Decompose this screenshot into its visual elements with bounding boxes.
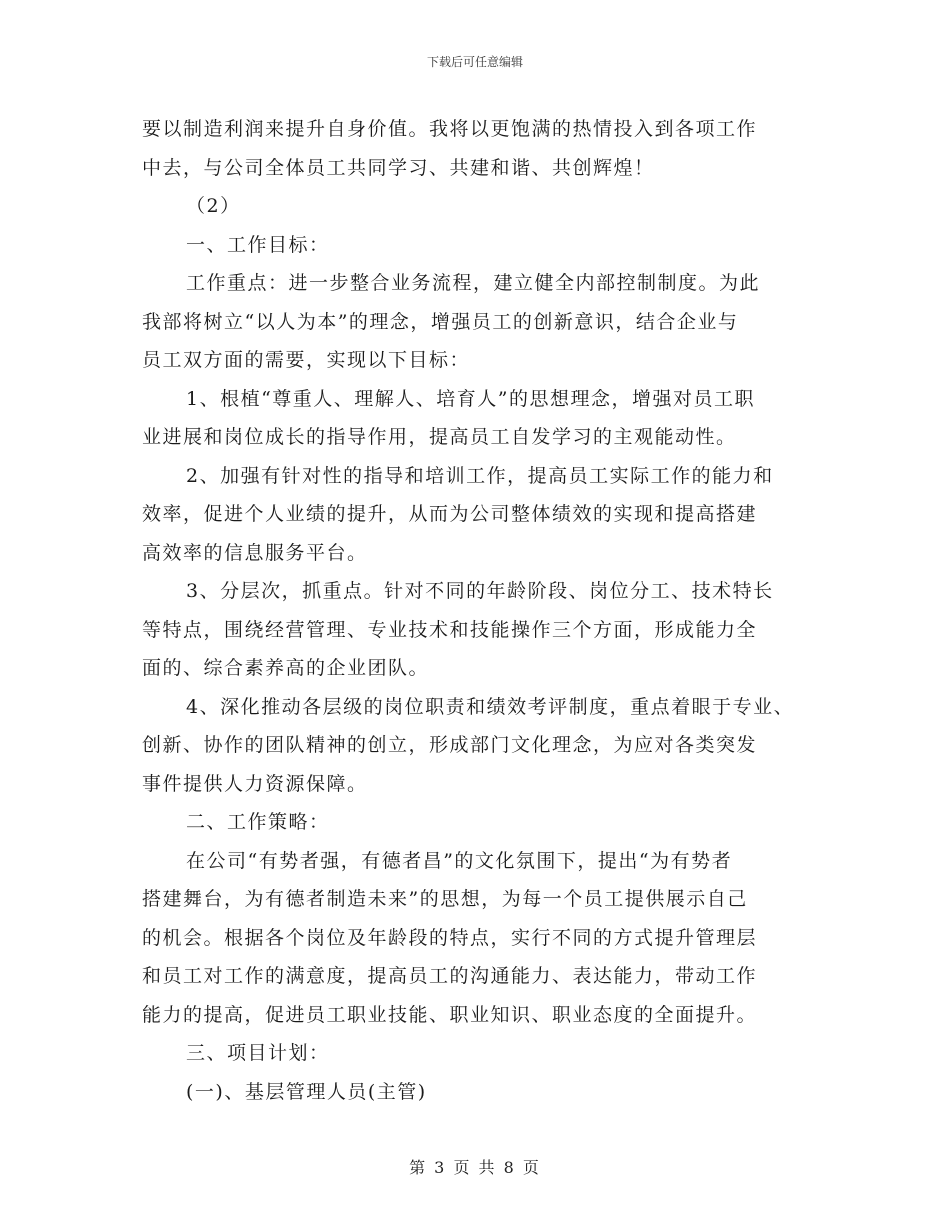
paragraph-line: 一、工作目标： [186, 233, 330, 256]
paragraph-line: 员工双方面的需要，实现以下目标： [142, 349, 471, 371]
paragraph-line: 效率，促进个人业绩的提升，从而为公司整体绩效的实现和提高搭建 [142, 503, 758, 525]
paragraph-line: 要以制造利润来提升自身价值。我将以更饱满的热情投入到各项工作 [142, 118, 758, 140]
paragraph-line: 我部将树立“以人为本”的理念，增强员工的创新意识，结合企业与 [142, 310, 739, 333]
paragraph-line: （2） [186, 195, 241, 217]
paragraph-line: 事件提供人力资源保障。 [142, 772, 368, 795]
paragraph-line: 业进展和岗位成长的指导作用，提高员工自发学习的主观能动性。 [142, 426, 737, 448]
paragraph-line: 4、深化推动各层级的岗位职责和绩效考评制度，重点着眼于专业、 [186, 695, 795, 718]
paragraph-line: 和员工对工作的满意度，提高员工的沟通能力、表达能力，带动工作 [142, 965, 758, 987]
paragraph-line: 2、加强有针对性的指导和培训工作，提高员工实际工作的能力和 [186, 464, 774, 487]
paragraph-line: 三、项目计划： [186, 1042, 330, 1064]
paragraph-line: 工作重点：进一步整合业务流程，建立健全内部控制制度。为此 [186, 272, 761, 294]
paragraph-line: (一)、基层管理人员(主管) [186, 1080, 427, 1103]
paragraph-line: 在公司“有势者强，有德者昌”的文化氛围下，提出“为有势者 [186, 849, 733, 872]
page-header-note: 下载后可任意编辑 [426, 55, 523, 69]
paragraph-line: 3、分层次，抓重点。针对不同的年龄阶段、岗位分工、技术特长 [186, 580, 774, 602]
paragraph-line: 能力的提高，促进员工职业技能、职业知识、职业态度的全面提升。 [142, 1003, 758, 1026]
paragraph-line: 二、工作策略： [186, 811, 330, 833]
paragraph-line: 中去，与公司全体员工共同学习、共建和谐、共创辉煌！ [142, 156, 655, 179]
paragraph-line: 搭建舞台，为有德者制造未来”的思想，为每一个员工提供展示自己 [142, 888, 748, 910]
page-number: 第 3 页 共 8 页 [409, 1158, 541, 1177]
paragraph-line: 高效率的信息服务平台。 [142, 541, 368, 564]
paragraph-line: 创新、协作的团队精神的创立，形成部门文化理念，为应对各类突发 [142, 734, 758, 756]
paragraph-line: 1、根植“尊重人、理解人、培育人”的思想理念，增强对员工职 [186, 387, 756, 410]
paragraph-line: 等特点，围绕经营管理、专业技术和技能操作三个方面，形成能力全 [142, 618, 758, 641]
document-body [142, 110, 822, 1111]
paragraph-line: 的机会。根据各个岗位及年龄段的特点，实行不同的方式提升管理层 [142, 926, 758, 949]
paragraph-line: 面的、综合素养高的企业团队。 [142, 657, 430, 679]
